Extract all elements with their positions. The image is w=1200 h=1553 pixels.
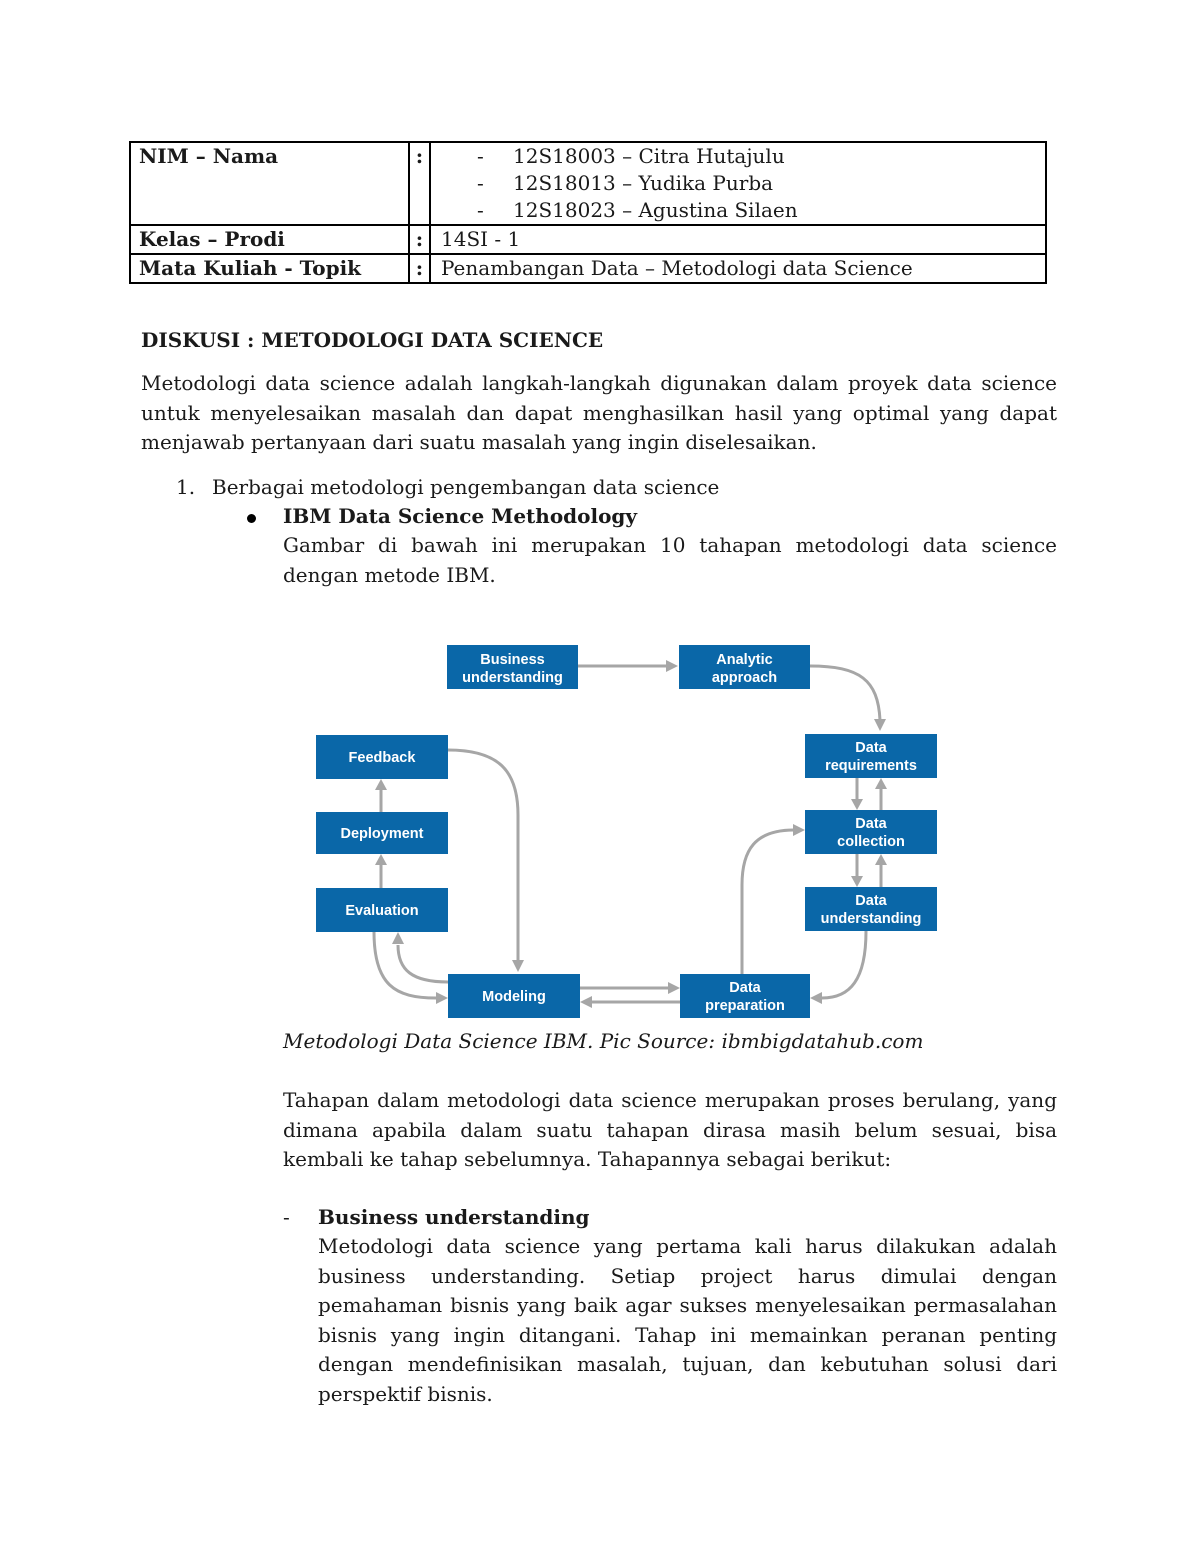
matkul-label: Mata Kuliah - Topik [130, 254, 409, 283]
arrowhead [666, 660, 678, 672]
member-name: 12S18013 – Yudika Purba [513, 171, 774, 195]
header-row-nim [130, 142, 1046, 225]
step-label: Modeling [482, 989, 546, 1005]
arrow-feedback-to-modeling [448, 750, 518, 960]
arrowhead [512, 960, 524, 972]
step-label: requirements [825, 758, 917, 774]
arrowhead [580, 996, 592, 1008]
colon: : [409, 142, 430, 225]
member-name: 12S18023 – Agustina Silaen [513, 198, 798, 222]
member-item [441, 197, 1037, 224]
arrowhead [793, 824, 805, 836]
step-label: understanding [462, 670, 563, 686]
arrowhead [875, 778, 887, 789]
kelas-value: 14SI - 1 [430, 225, 1046, 254]
step-label: Evaluation [345, 903, 419, 919]
member-name: 12S18003 – Citra Hutajulu [513, 144, 785, 168]
step-label: understanding [820, 911, 922, 927]
list-label: Berbagai metodologi pengembangan data science [212, 475, 720, 499]
ibm-heading: IBM Data Science Methodology [283, 504, 638, 528]
arrow-analytic-to-requirements [810, 666, 880, 720]
step-data-requirements [805, 734, 937, 778]
step-label: Analytic [716, 652, 773, 668]
arrowhead [810, 992, 822, 1004]
step-analytic-approach [679, 645, 810, 689]
step-label: Data [855, 740, 887, 756]
member-item [441, 143, 1037, 170]
arrow-modeling-to-evaluation [398, 945, 448, 982]
business-understanding-text: Metodologi data science yang pertama kali harus dilakukan adalah business understanding. Setiap project harus dimulai dengan pemahaman bisnis yang baik agar sukses menyelesaikan permasalahan bisnis yang ingin ditangani. Tahap ini memainkan peranan penting dengan mendefinisikan masalah, tujuan, dan kebutuhan solusi dari perspektif bisnis. [318, 1234, 1057, 1406]
arrowhead [851, 876, 863, 887]
bullet-icon [247, 514, 256, 523]
step-label: Feedback [348, 750, 416, 766]
step-label: Deployment [340, 826, 424, 842]
arrowhead [668, 982, 680, 994]
member-list [441, 143, 1037, 224]
arrowhead [392, 932, 404, 944]
member-dash: - [477, 171, 484, 195]
arrowhead [874, 719, 886, 731]
member-item [441, 170, 1037, 197]
step-label: collection [837, 834, 905, 850]
header-row-kelas [130, 225, 1046, 254]
step-label: approach [711, 670, 778, 686]
arrowhead [851, 799, 863, 810]
member-list-cell [430, 142, 1046, 225]
step-deployment [316, 812, 448, 854]
step-label: Business [480, 652, 545, 668]
page-title: DISKUSI : METODOLOGI DATA SCIENCE [141, 328, 604, 352]
figure-caption: Metodologi Data Science IBM. Pic Source: ibmbigdatahub.com [283, 1029, 924, 1053]
intro-paragraph: Metodologi data science adalah langkah-langkah digunakan dalam proyek data science untuk menyelesaikan masalah dan dapat menghasilkan hasil yang optimal yang dapat menjawab pertanyaan dari suatu masalah yang ingin diselesaikan. [141, 371, 1057, 454]
step-label: preparation [705, 998, 785, 1014]
step-label: Data [855, 816, 887, 832]
arrow-preparation-to-collection [742, 830, 794, 974]
list-number: 1. [176, 475, 196, 499]
step-data-preparation [680, 974, 810, 1018]
member-dash: - [477, 144, 484, 168]
kelas-label: Kelas – Prodi [130, 225, 409, 254]
nim-label: NIM – Nama [130, 142, 409, 225]
header-table [129, 141, 1047, 284]
ibm-methodology-diagram [300, 630, 960, 1030]
arrowhead [375, 854, 387, 865]
step-data-collection [805, 810, 937, 854]
colon: : [409, 254, 430, 283]
arrowhead [875, 854, 887, 865]
process-paragraph: Tahapan dalam metodologi data science merupakan proses berulang, yang dimana apabila dalam suatu tahapan dirasa masih belum sesuai, bisa kembali ke tahap sebelumnya. Tahapannya sebagai berikut: [283, 1088, 1057, 1171]
step-modeling [448, 974, 580, 1018]
arrowhead [375, 779, 387, 790]
header-row-matkul [130, 254, 1046, 283]
step-business-understanding [447, 645, 578, 689]
step-label: Data [855, 893, 887, 909]
colon: : [409, 225, 430, 254]
ibm-description: Gambar di bawah ini merupakan 10 tahapan metodologi data science dengan metode IBM. [283, 533, 1057, 587]
member-dash: - [477, 198, 484, 222]
step-label: Data [729, 980, 761, 996]
step-evaluation [316, 888, 448, 932]
step-feedback [316, 735, 448, 779]
section-dash: - [283, 1205, 290, 1229]
business-understanding-heading: Business understanding [318, 1205, 590, 1229]
arrowhead [436, 992, 448, 1004]
step-data-understanding [805, 887, 937, 931]
arrow-understanding-to-preparation [822, 931, 866, 998]
matkul-value: Penambangan Data – Metodologi data Science [430, 254, 1046, 283]
arrow-evaluation-to-modeling [374, 932, 436, 998]
